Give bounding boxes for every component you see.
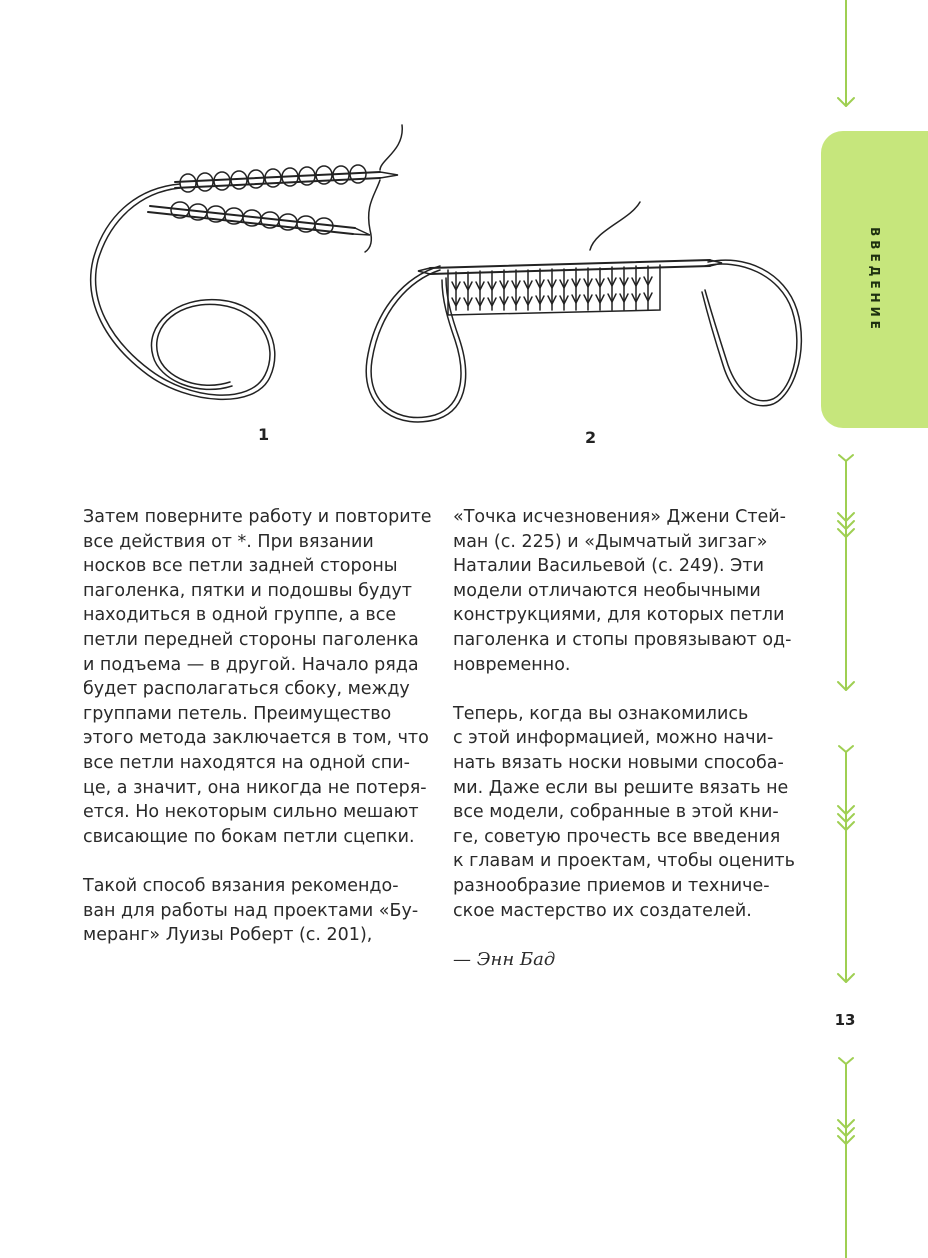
page-number: 13 xyxy=(834,1011,856,1029)
left-text-column xyxy=(83,505,435,948)
paragraph: Теперь, когда вы ознакомились с этой информацией, можно начи- нать вязать носки новыми способа- ми. Даже если вы решите вязать не все модели, собранные в этой кни- ге, советую прочесть все введения к главам и проектам, чтобы оценить разнообразие приемов и техниче- ское мастерство их создателей. xyxy=(453,703,795,921)
paragraph: Затем поверните работу и повторите все действия от *. При вязании носков все петли задней стороны паголенка, пятки и подошвы будут находиться в одной группе, а все петли передней стороны паголенка и подъема — в другой. Начало ряда будет располагаться сбоку, между группами петель. Преимущество этого метода заключается в том, что все петли находятся на одной спи- це, а значит, она никогда не потеря- ется. Но некоторым сильно мешают свисающие по бокам петли сцепки. xyxy=(83,507,432,847)
figure-2-illustration xyxy=(360,200,810,430)
right-text-column xyxy=(453,505,805,972)
paragraph: Такой способ вязания рекомендо- ван для работы над проектами «Бу- меранг» Луизы Роберт (с. 201), xyxy=(83,875,419,946)
section-tab-label: ВВЕДЕНИЕ xyxy=(867,226,882,333)
stitch-row-upper xyxy=(180,165,366,192)
section-tab xyxy=(821,131,928,428)
author-signature: — Энн Бад xyxy=(453,948,556,970)
figure-1-label: 1 xyxy=(258,425,270,444)
figure-2-label: 2 xyxy=(585,428,597,447)
paragraph: «Точка исчезновения» Джени Стей- ман (с. 225) и «Дымчатый зигзаг» Наталии Васильевой (с. 249). Эти модели отличаются необычными конструкциями, для которых петли паголенка и стопы провязывают од- новременно. xyxy=(453,507,792,675)
